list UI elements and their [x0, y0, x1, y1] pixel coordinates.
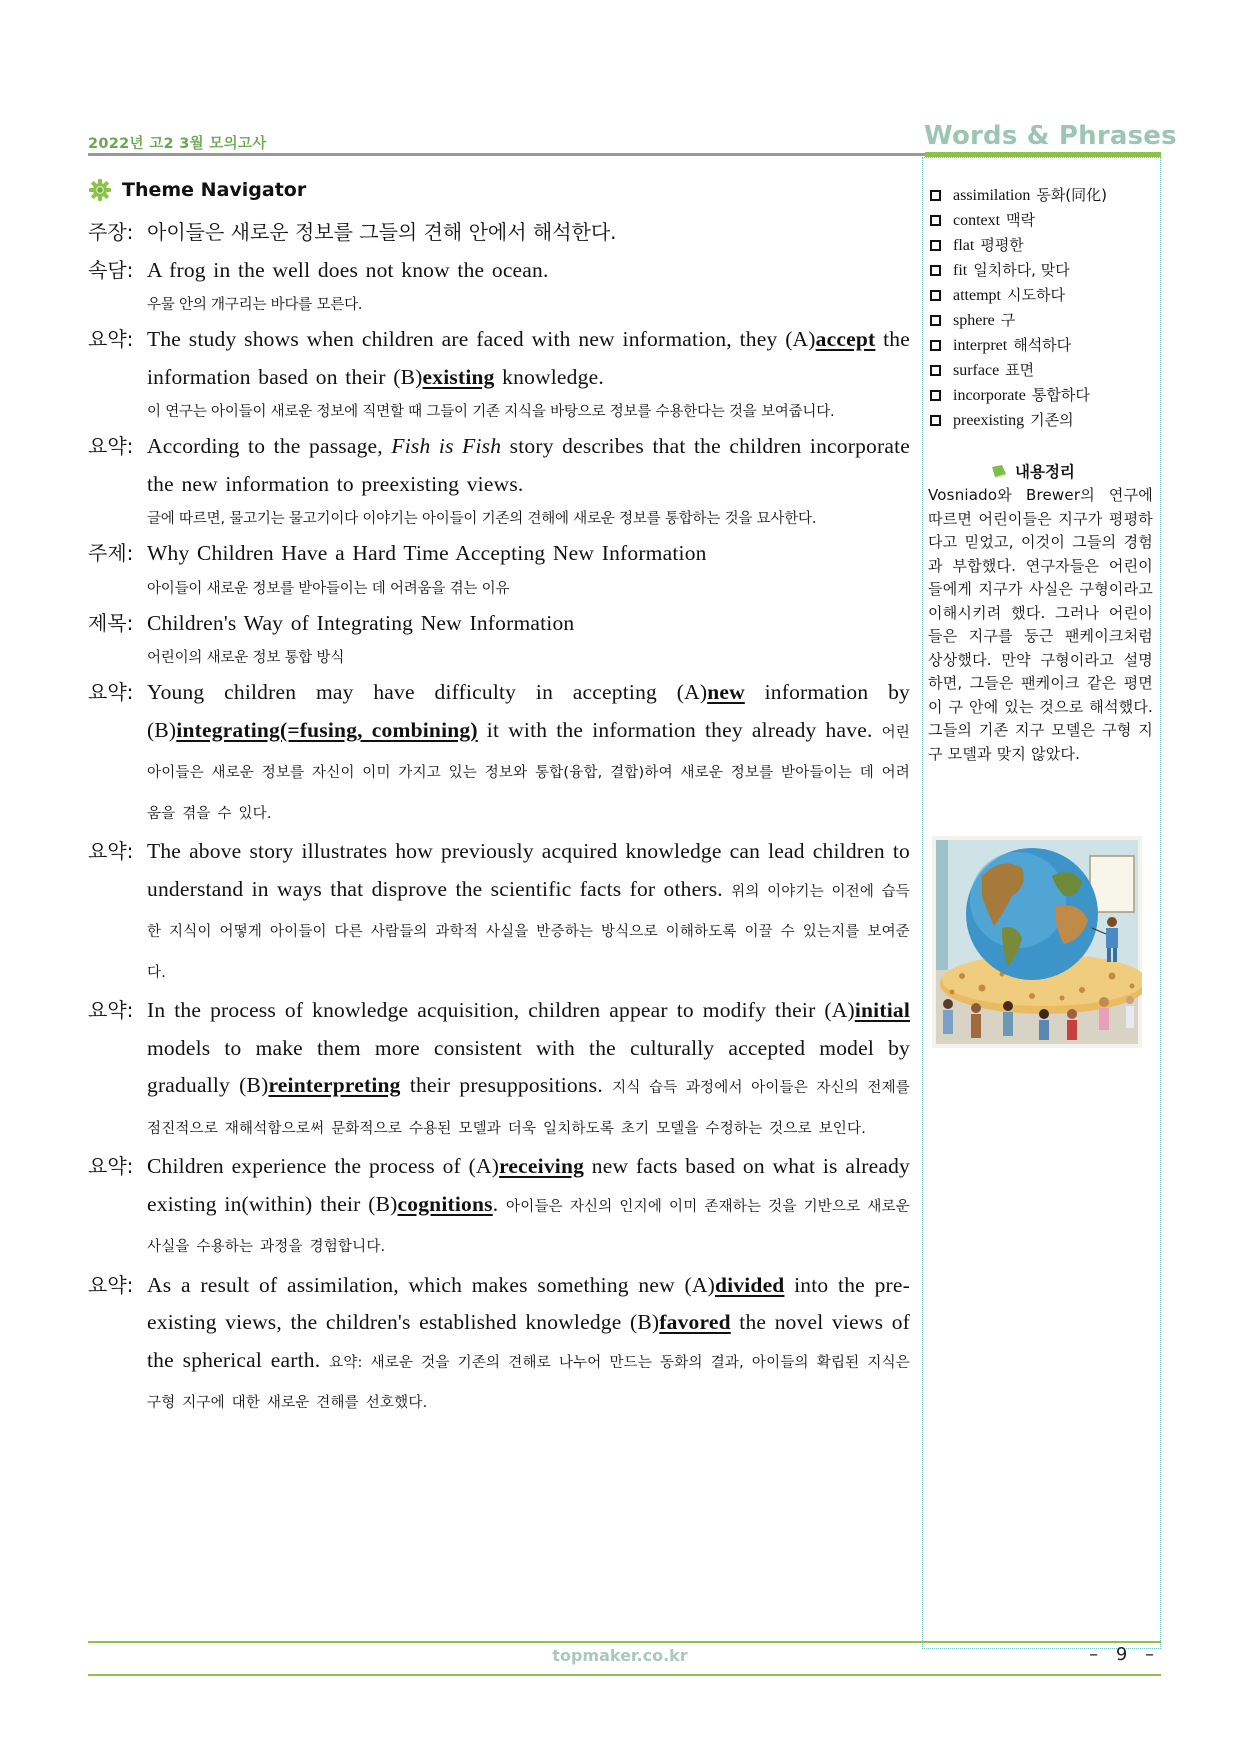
checkbox-icon: [930, 190, 941, 201]
entry-tag: 요약:: [88, 1272, 134, 1297]
story-title: Fish is Fish: [391, 434, 502, 458]
checkbox-icon: [930, 240, 941, 251]
claim-text: 아이들은 새로운 정보를 그들의 견해 안에서 해석한다.: [147, 220, 617, 244]
words-phrases-title: Words & Phrases: [924, 121, 1177, 151]
vocab-item: fit 일치하다, 맞다: [930, 258, 1107, 283]
theme-entry: [88, 535, 910, 605]
entry-tag: 요약:: [88, 327, 134, 351]
answer-a: divided: [714, 1272, 785, 1297]
content-summary-text: Vosniado와 Brewer의 연구에 따르면 어린이들은 지구가 평평하다고 믿었고, 이것이 그들의 경험과 부합했다. 연구자들은 어린이들에게 지구가 사실은 구형이라고 이해시키려 했다. 그러나 어린이들은 지구를 둥근 팬케이크처럼 상상했다. 만약 구형이라고 설명하면, 그들은 팬케이크 같은 평면이 구 안에 있는 것으로 해석했다. 그들의 기존 지구 모델은 구형 지구 모델과 맞지 않았다.: [928, 486, 1153, 763]
checkbox-icon: [930, 315, 941, 326]
page-number: – 9 –: [1089, 1644, 1160, 1665]
entry-tag: 요약:: [88, 1154, 134, 1178]
summary-korean: 위의 이야기는 이전에 습득한 지식이 어떻게 아이들이 다른 사람들의 과학적 사실을 반증하는 방식으로 이해하도록 이끌 수 있는지를 보여준다.: [147, 883, 910, 981]
summary-english: Children experience the process of (A)receiving new facts based on what is already existing in(within) their (B)cognitions. 아이들은 자신의 인지에 이미 존재하는 것을 기반으로 새로운 사실을 수용하는 과정을 경험합니다.: [147, 1154, 910, 1255]
summary-english: Young children may have difficulty in accepting (A)new information by (B)integrating(=fusing, combining) it with the information they already have. 어린 아이들은 새로운 정보를 자신이 이미 가지고 있는 정보와 통합(융합, 결합)하여 새로운 정보를 받아들이는 데 어려움을 겪을 수 있다.: [147, 680, 911, 822]
summary-english: In the process of knowledge acquisition, children appear to modify their (A)initial models to make them more consistent with the culturally accepted model by gradually (B)reinterpreting their presuppositions. 지식 습득 과정에서 아이들은 자신의 전제를 점진적으로 재해석함으로써 문화적으로 수용된 모델과 더욱 일치하도록 초기 모델을 수정하는 것으로 보인다.: [147, 998, 910, 1137]
checkbox-icon: [930, 340, 941, 351]
title-entry: [88, 605, 910, 675]
summary-entry-3: [88, 674, 910, 833]
gear-icon: [88, 178, 112, 202]
footer-divider-top: [88, 1641, 1161, 1643]
answer-b: cognitions: [397, 1191, 493, 1216]
summary-entry-7: [88, 1267, 910, 1423]
summary-korean: 아이들은 자신의 인지에 이미 존재하는 것을 기반으로 새로운 사실을 수용하는 과정을 경험합니다.: [147, 1198, 910, 1255]
summary-korean: 요약: 새로운 것을 기존의 견해로 나누어 만드는 동화의 결과, 아이들의 확립된 지식은 구형 지구에 대한 새로운 견해를 선호했다.: [147, 1354, 910, 1411]
title-english: Children's Way of Integrating New Information: [147, 610, 575, 635]
answer-a: new: [707, 680, 745, 704]
theme-english: Why Children Have a Hard Time Accepting New Information: [147, 541, 707, 565]
theme-korean: 아이들이 새로운 정보를 받아들이는 데 어려움을 겪는 이유: [147, 580, 510, 597]
content-summary-label: 내용정리: [1015, 463, 1075, 481]
checkbox-icon: [930, 215, 941, 226]
answer-a: initial: [854, 998, 910, 1022]
entry-tag: 제목:: [88, 610, 134, 635]
vocab-item: interpret 해석하다: [930, 333, 1107, 358]
vocab-item: flat 평평한: [930, 233, 1107, 258]
claim-entry: [88, 214, 910, 252]
title-korean: 어린이의 새로운 정보 통합 방식: [147, 650, 345, 666]
vocab-item: context 맥락: [930, 208, 1107, 233]
answer-a: accept: [815, 327, 876, 351]
globe-pancake-illustration: [932, 836, 1142, 1048]
summary-korean: 글에 따르면, 물고기는 물고기이다 이야기는 아이들이 기존의 견해에 새로운 정보를 통합하는 것을 묘사한다.: [147, 511, 817, 527]
summary-korean: 이 연구는 아이들이 새로운 정보에 직면할 때 그들이 기존 지식을 바탕으로 정보를 수용한다는 것을 보여줍니다.: [147, 404, 835, 420]
summary-entry-4: [88, 833, 910, 992]
answer-b: integrating(=fusing, combining): [176, 717, 478, 742]
vocab-item: attempt 시도하다: [930, 283, 1107, 308]
summary-english: According to the passage, Fish is Fish story describes that the children incorporate the new information to preexisting views.: [147, 434, 911, 496]
answer-b: reinterpreting: [268, 1073, 401, 1097]
summary-korean: 지식 습득 과정에서 아이들은 자신의 전제를 점진적으로 재해석함으로써 문화적으로 수용된 모델과 더욱 일치하도록 초기 모델을 수정하는 것으로 보인다.: [147, 1080, 910, 1137]
proverb-english: A frog in the well does not know the ocean.: [147, 257, 549, 282]
theme-navigator-label: Theme Navigator: [122, 179, 307, 201]
answer-b: favored: [659, 1310, 731, 1334]
header-divider: [88, 153, 926, 156]
checkbox-icon: [930, 390, 941, 401]
summary-korean: 어린 아이들은 새로운 정보를 자신이 이미 가지고 있는 정보와 통합(융합, 결합)하여 새로운 정보를 받아들이는 데 어려움을 겪을 수 있다.: [147, 724, 911, 822]
checkbox-icon: [930, 265, 941, 276]
vocab-item: preexisting 기존의: [930, 408, 1107, 433]
vocab-item: assimilation 동화(同化): [930, 183, 1107, 208]
theme-navigator-heading: [88, 178, 306, 202]
proverb-entry: [88, 252, 910, 322]
entry-tag: 요약:: [88, 434, 134, 458]
vocab-item: surface 표면: [930, 358, 1107, 383]
entry-tag: 주제:: [88, 541, 134, 565]
main-content: [88, 214, 910, 1423]
proverb-korean: 우물 안의 개구리는 바다를 모른다.: [147, 297, 363, 313]
entry-tag: 주장:: [88, 220, 134, 244]
vocab-item: sphere 구: [930, 308, 1107, 333]
checkbox-icon: [930, 415, 941, 426]
answer-a: receiving: [499, 1154, 585, 1178]
summary-entry-2: [88, 428, 910, 535]
entry-tag: 요약:: [88, 839, 134, 863]
summary-entry-6: [88, 1148, 910, 1267]
entry-tag: 속담:: [88, 257, 134, 282]
answer-b: existing: [422, 364, 495, 389]
footer-divider-bottom: [88, 1674, 1161, 1676]
checkbox-icon: [930, 290, 941, 301]
book-icon: [990, 464, 1007, 478]
summary-english: As a result of assimilation, which makes something new (A)divided into the pre-existing views, the children's established knowledge (B)favored the novel views of the spherical earth. 요약: 새로운 것을 기존의 견해로 나누어 만드는 동화의 결과, 아이들의 확립된 지식은 구형 지구에 대한 새로운 견해를 선호했다.: [147, 1272, 911, 1411]
footer-site: topmaker.co.kr: [552, 1646, 688, 1665]
content-summary-heading: [990, 460, 1075, 482]
exam-title: 2022년 고2 3월 모의고사: [88, 136, 267, 152]
summary-entry-1: [88, 321, 910, 428]
checkbox-icon: [930, 365, 941, 376]
vocabulary-list: [930, 183, 1107, 433]
entry-tag: 요약:: [88, 998, 134, 1022]
entry-tag: 요약:: [88, 680, 134, 704]
summary-english: The above story illustrates how previously acquired knowledge can lead children to understand in ways that disprove the scientific facts for others. 위의 이야기는 이전에 습득한 지식이 어떻게 아이들이 다른 사람들의 과학적 사실을 반증하는 방식으로 이해하도록 이끌 수 있는지를 보여준다.: [147, 839, 910, 981]
summary-english: The study shows when children are faced with new information, they (A)accept the information based on their (B)existing knowledge.: [147, 327, 910, 389]
summary-entry-5: [88, 992, 910, 1148]
vocab-item: incorporate 통합하다: [930, 383, 1107, 408]
